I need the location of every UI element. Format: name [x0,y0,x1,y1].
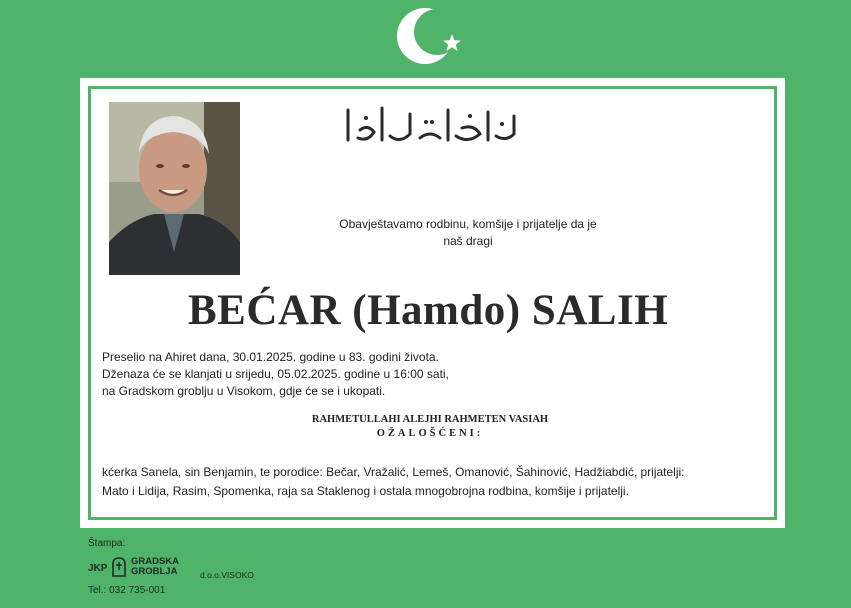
mourners-label: OŽALOŠĆENI: [376,428,484,439]
detail-line-1: Preselio na Ahiret dana, 30.01.2025. godine u 83. godini života. [102,350,439,364]
detail-line-2: Dženaza će se klanjati u srijedu, 05.02.2025. godine u 16:00 sati, [102,367,449,381]
portrait-photo [109,102,240,275]
tombstone-logo-icon [111,557,127,577]
arabic-calligraphy [330,100,530,146]
company-suffix: d.o.o.VISOKO [200,570,254,580]
crescent-star-icon [395,4,467,68]
intro-line-1: Obavještavamo rodbinu, komšije i prijatelje da je [339,217,597,231]
company-line-1: GRADSKA [131,556,180,567]
phone-number: Tel.: 032 735-001 [88,585,166,596]
prayer-block [230,413,630,441]
print-label: Štampa: [88,538,126,549]
mourners-list [102,463,767,501]
company-line-2: GROBLJA [131,566,178,577]
jkp-label: JKP [88,563,108,574]
deceased-name: BEĆAR (Hamdo) SALIH [188,287,669,334]
notice-card [80,78,785,528]
intro-line-2: naš dragi [443,234,493,248]
intro-text [318,216,618,250]
details-text [102,349,522,400]
mourners-line-1: kćerka Sanela, sin Benjamin, te porodice: Bečar, Vražalić, Lemeš, Omanović, Šahinović, Hadžiabdić, prijatelji: [102,465,685,479]
detail-line-3: na Gradskom groblju u Visokom, gdje će se i ukopati. [102,384,386,398]
mourners-line-2: Mato i Lidija, Rasim, Spomenka, raja sa Staklenog i ostala mnogobrojna rodbina, komšije i prijatelji. [102,484,629,498]
company-name [131,557,179,577]
prayer-text: RAHMETULLAHI ALEJHI RAHMETEN VASIAH [311,414,549,425]
